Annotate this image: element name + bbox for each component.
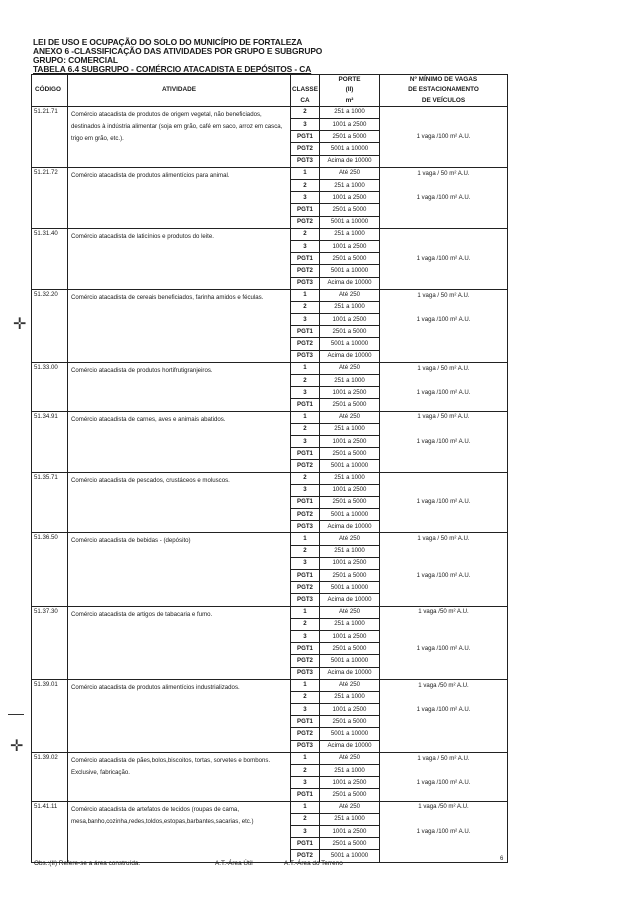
cell-codigo: 51.39.02 xyxy=(32,752,68,801)
cell-codigo: 51.41.11 xyxy=(32,801,68,862)
cell-porte: 1001 a 2500 xyxy=(320,119,380,131)
cell-porte: Acima de 10000 xyxy=(320,521,380,533)
cell-classe: 1 xyxy=(291,606,320,618)
cell-classe: 3 xyxy=(291,704,320,716)
cell-classe: 1 xyxy=(291,362,320,374)
cell-vagas: 1 vaga /100 m² A.U. xyxy=(380,435,508,447)
cell-porte: Até 250 xyxy=(320,606,380,618)
cell-porte: Até 250 xyxy=(320,411,380,423)
cell-vagas: 1 vaga /50 m² A.U. xyxy=(380,801,508,813)
cell-classe: 2 xyxy=(291,472,320,484)
cell-vagas xyxy=(380,655,508,667)
cell-vagas xyxy=(380,630,508,642)
table-row xyxy=(32,106,508,118)
header-vagas: Nº MÍNIMO DE VAGAS xyxy=(380,75,508,86)
cell-porte: 251 a 1000 xyxy=(320,106,380,118)
cell-classe: 3 xyxy=(291,484,320,496)
cell-vagas xyxy=(380,338,508,350)
table-header: CÓDIGO ATIVIDADE PORTE Nº MÍNIMO DE VAGAS CLASSE (II) DE ESTACIONAMENTO CA m² DE VEÍCULOS xyxy=(32,75,508,107)
group-title: GRUPO: COMERCIAL xyxy=(33,55,118,65)
page-number: 6 xyxy=(500,856,504,862)
cell-classe: PGT1 xyxy=(291,326,320,338)
cell-porte: 251 a 1000 xyxy=(320,301,380,313)
table-row xyxy=(32,167,508,179)
table-row xyxy=(32,533,508,545)
cell-classe: 1 xyxy=(291,533,320,545)
cell-porte: 1001 a 2500 xyxy=(320,630,380,642)
cell-classe: 1 xyxy=(291,411,320,423)
cell-vagas: 1 vaga /100 m² A.U. xyxy=(380,192,508,204)
cell-classe: 2 xyxy=(291,180,320,192)
cell-vagas: 1 vaga /100 m² A.U. xyxy=(380,777,508,789)
cell-vagas xyxy=(380,813,508,825)
cell-porte: 251 a 1000 xyxy=(320,691,380,703)
table-row xyxy=(32,606,508,618)
footnote-obs: Obs.:(II) Refere-se a área construída. xyxy=(34,860,141,867)
cell-porte: 2501 a 5000 xyxy=(320,399,380,411)
cell-porte: Até 250 xyxy=(320,289,380,301)
cell-classe: 3 xyxy=(291,630,320,642)
cell-atividade: Comércio atacadista de pães,bolos,biscoitos, tortas, sorvetes e bombons. Exclusive, fabricação. xyxy=(68,752,291,801)
cell-vagas xyxy=(380,119,508,131)
cell-vagas: 1 vaga / 50 m² A.U. xyxy=(380,362,508,374)
cell-vagas xyxy=(380,838,508,850)
cell-vagas: 1 vaga / 50 m² A.U. xyxy=(380,411,508,423)
cell-vagas xyxy=(380,740,508,752)
cell-porte: 1001 a 2500 xyxy=(320,387,380,399)
cell-classe: PGT2 xyxy=(291,265,320,277)
cell-porte: Acima de 10000 xyxy=(320,350,380,362)
cell-porte: Acima de 10000 xyxy=(320,277,380,289)
cell-classe: 2 xyxy=(291,423,320,435)
cell-vagas xyxy=(380,765,508,777)
cell-porte: 1001 a 2500 xyxy=(320,825,380,837)
cell-porte: 5001 a 10000 xyxy=(320,460,380,472)
cell-classe: 2 xyxy=(291,765,320,777)
cell-vagas xyxy=(380,265,508,277)
cell-vagas: 1 vaga / 50 m² A.U. xyxy=(380,752,508,764)
footnote-at: A.T.-Área do Terreno xyxy=(284,860,343,867)
cell-vagas xyxy=(380,582,508,594)
cell-vagas: 1 vaga / 50 m² A.U. xyxy=(380,167,508,179)
activities-table xyxy=(31,74,508,863)
cell-classe: 3 xyxy=(291,119,320,131)
cell-porte: 5001 a 10000 xyxy=(320,338,380,350)
cell-classe: PGT2 xyxy=(291,582,320,594)
cell-vagas xyxy=(380,399,508,411)
cell-classe: 2 xyxy=(291,545,320,557)
cell-porte: 2501 a 5000 xyxy=(320,570,380,582)
header-atividade: ATIVIDADE xyxy=(68,75,291,107)
cell-classe: 3 xyxy=(291,435,320,447)
table-row xyxy=(32,289,508,301)
cell-vagas xyxy=(380,204,508,216)
cell-vagas xyxy=(380,155,508,167)
cell-classe: 2 xyxy=(291,301,320,313)
cell-vagas xyxy=(380,484,508,496)
cell-porte: Até 250 xyxy=(320,167,380,179)
cell-classe: PGT2 xyxy=(291,850,320,862)
cell-porte: 2501 a 5000 xyxy=(320,448,380,460)
cell-atividade: Comércio atacadista de produtos alimentícios industrializados. xyxy=(68,679,291,752)
cell-porte: Até 250 xyxy=(320,801,380,813)
cell-classe: PGT2 xyxy=(291,728,320,740)
cell-vagas xyxy=(380,240,508,252)
cell-classe: PGT3 xyxy=(291,277,320,289)
cell-classe: PGT3 xyxy=(291,521,320,533)
cell-porte: 5001 a 10000 xyxy=(320,728,380,740)
cell-porte: 5001 a 10000 xyxy=(320,509,380,521)
cell-classe: 3 xyxy=(291,314,320,326)
cell-porte: 2501 a 5000 xyxy=(320,716,380,728)
cell-porte: 251 a 1000 xyxy=(320,765,380,777)
cell-vagas: 1 vaga /50 m² A.U. xyxy=(380,679,508,691)
cell-codigo: 51.37.30 xyxy=(32,606,68,679)
table-row xyxy=(32,679,508,691)
cell-vagas: 1 vaga /100 m² A.U. xyxy=(380,704,508,716)
cell-vagas xyxy=(380,728,508,740)
table-row xyxy=(32,411,508,423)
cell-vagas: 1 vaga /100 m² A.U. xyxy=(380,496,508,508)
law-title: LEI DE USO E OCUPAÇÃO DO SOLO DO MUNICÍPIO DE FORTALEZA xyxy=(33,37,303,47)
cell-porte: 2501 a 5000 xyxy=(320,838,380,850)
cell-classe: PGT2 xyxy=(291,655,320,667)
cell-codigo: 51.21.72 xyxy=(32,167,68,228)
cell-codigo: 51.36.50 xyxy=(32,533,68,606)
margin-dash-mark xyxy=(8,714,24,715)
table-row xyxy=(32,362,508,374)
cell-vagas xyxy=(380,789,508,801)
cell-codigo: 51.39.01 xyxy=(32,679,68,752)
cell-vagas: 1 vaga / 50 m² A.U. xyxy=(380,289,508,301)
cell-atividade: Comércio atacadista de carnes, aves e animais abatidos. xyxy=(68,411,291,472)
cell-porte: Acima de 10000 xyxy=(320,667,380,679)
cell-porte: Até 250 xyxy=(320,679,380,691)
cell-atividade: Comércio atacadista de produtos alimentícios para animal. xyxy=(68,167,291,228)
cell-atividade: Comércio atacadista de pescados, crustáceos e moluscos. xyxy=(68,472,291,533)
cell-vagas xyxy=(380,180,508,192)
cell-porte: 2501 a 5000 xyxy=(320,204,380,216)
cell-classe: PGT3 xyxy=(291,594,320,606)
cell-porte: 1001 a 2500 xyxy=(320,435,380,447)
cell-classe: 2 xyxy=(291,813,320,825)
cell-vagas xyxy=(380,228,508,240)
cell-vagas xyxy=(380,277,508,289)
cell-classe: PGT1 xyxy=(291,448,320,460)
cell-porte: 5001 a 10000 xyxy=(320,265,380,277)
cell-classe: 2 xyxy=(291,691,320,703)
cell-vagas xyxy=(380,350,508,362)
cell-codigo: 51.33.00 xyxy=(32,362,68,411)
cell-classe: 3 xyxy=(291,557,320,569)
cell-porte: 5001 a 10000 xyxy=(320,216,380,228)
cell-classe: PGT2 xyxy=(291,143,320,155)
cell-porte: 251 a 1000 xyxy=(320,180,380,192)
cell-vagas: 1 vaga /100 m² A.U. xyxy=(380,387,508,399)
cell-vagas xyxy=(380,557,508,569)
table-row xyxy=(32,801,508,813)
cell-classe: 1 xyxy=(291,752,320,764)
header-classe: CLASSE xyxy=(291,85,320,95)
cell-vagas xyxy=(380,143,508,155)
cell-atividade: Comércio atacadista de produtos de origem vegetal, não beneficiados, destinados à indústria alimentar (soja em grão, café em saco, arroz em casca, trigo em grão, etc.). xyxy=(68,106,291,167)
cell-porte: Até 250 xyxy=(320,752,380,764)
cell-porte: 5001 a 10000 xyxy=(320,850,380,862)
cell-codigo: 51.35.71 xyxy=(32,472,68,533)
cell-vagas xyxy=(380,618,508,630)
cell-codigo: 51.32.20 xyxy=(32,289,68,362)
cell-classe: PGT1 xyxy=(291,253,320,265)
cell-vagas xyxy=(380,545,508,557)
cell-vagas xyxy=(380,521,508,533)
cell-atividade: Comércio atacadista de produtos hortifrutigranjeiros. xyxy=(68,362,291,411)
cell-porte: 5001 a 10000 xyxy=(320,655,380,667)
cell-atividade: Comércio atacadista de artefatos de tecidos (roupas de cama, mesa,banho,cozinha,redes,toldos,estopas,barbantes,sacarias, etc.) xyxy=(68,801,291,862)
cell-codigo: 51.31.40 xyxy=(32,228,68,289)
cell-vagas: 1 vaga /100 m² A.U. xyxy=(380,314,508,326)
cell-classe: PGT3 xyxy=(291,155,320,167)
cell-vagas: 1 vaga /100 m² A.U. xyxy=(380,643,508,655)
cell-vagas: 1 vaga /100 m² A.U. xyxy=(380,825,508,837)
cell-vagas xyxy=(380,509,508,521)
cell-porte: 251 a 1000 xyxy=(320,813,380,825)
cell-porte: 2501 a 5000 xyxy=(320,131,380,143)
cell-classe: 1 xyxy=(291,679,320,691)
cell-porte: 251 a 1000 xyxy=(320,375,380,387)
cell-classe: PGT1 xyxy=(291,204,320,216)
cell-classe: 3 xyxy=(291,192,320,204)
cell-porte: 251 a 1000 xyxy=(320,228,380,240)
cell-classe: PGT1 xyxy=(291,131,320,143)
cell-classe: 1 xyxy=(291,801,320,813)
table-row xyxy=(32,472,508,484)
cell-vagas xyxy=(380,594,508,606)
cell-vagas xyxy=(380,472,508,484)
cell-porte: Até 250 xyxy=(320,362,380,374)
cell-porte: Acima de 10000 xyxy=(320,594,380,606)
cell-classe: 1 xyxy=(291,289,320,301)
cell-porte: 1001 a 2500 xyxy=(320,314,380,326)
cell-porte: 1001 a 2500 xyxy=(320,557,380,569)
cell-vagas xyxy=(380,716,508,728)
cell-classe: 2 xyxy=(291,618,320,630)
cell-porte: 2501 a 5000 xyxy=(320,326,380,338)
cell-classe: 3 xyxy=(291,240,320,252)
cell-classe: PGT2 xyxy=(291,216,320,228)
cell-porte: 5001 a 10000 xyxy=(320,582,380,594)
cell-classe: PGT3 xyxy=(291,740,320,752)
cell-porte: 2501 a 5000 xyxy=(320,253,380,265)
cell-porte: 5001 a 10000 xyxy=(320,143,380,155)
cell-vagas xyxy=(380,326,508,338)
cell-porte: 1001 a 2500 xyxy=(320,484,380,496)
cell-porte: 251 a 1000 xyxy=(320,423,380,435)
cell-classe: 3 xyxy=(291,777,320,789)
cell-codigo: 51.21.71 xyxy=(32,106,68,167)
footnote-au: A.T.-Área Útil xyxy=(215,860,253,867)
cell-classe: PGT1 xyxy=(291,643,320,655)
cell-atividade: Comércio atacadista de bebidas - (depósito) xyxy=(68,533,291,606)
cell-classe: PGT2 xyxy=(291,460,320,472)
cell-porte: 251 a 1000 xyxy=(320,472,380,484)
cell-vagas: 1 vaga /50 m² A.U. xyxy=(380,606,508,618)
cell-classe: PGT1 xyxy=(291,838,320,850)
cell-porte: 2501 a 5000 xyxy=(320,643,380,655)
cell-classe: 3 xyxy=(291,387,320,399)
cell-vagas xyxy=(380,667,508,679)
cell-vagas xyxy=(380,423,508,435)
cell-vagas xyxy=(380,301,508,313)
cell-porte: 1001 a 2500 xyxy=(320,777,380,789)
cell-porte: 2501 a 5000 xyxy=(320,496,380,508)
cell-porte: 1001 a 2500 xyxy=(320,192,380,204)
cell-classe: PGT1 xyxy=(291,399,320,411)
cell-classe: PGT3 xyxy=(291,667,320,679)
cell-porte: 1001 a 2500 xyxy=(320,240,380,252)
cell-porte: 1001 a 2500 xyxy=(320,704,380,716)
cell-vagas: 1 vaga / 50 m² A.U. xyxy=(380,533,508,545)
cell-vagas xyxy=(380,691,508,703)
cell-classe: 1 xyxy=(291,167,320,179)
cell-vagas xyxy=(380,850,508,862)
cell-classe: PGT2 xyxy=(291,509,320,521)
header-codigo: CÓDIGO xyxy=(32,75,68,107)
cell-vagas xyxy=(380,106,508,118)
cell-porte: Acima de 10000 xyxy=(320,155,380,167)
cell-classe: PGT1 xyxy=(291,570,320,582)
cell-porte: Acima de 10000 xyxy=(320,740,380,752)
cell-codigo: 51.34.91 xyxy=(32,411,68,472)
cell-porte: 2501 a 5000 xyxy=(320,789,380,801)
margin-cross-mark: ✛ xyxy=(13,316,27,333)
cell-porte: Até 250 xyxy=(320,533,380,545)
cell-classe: 2 xyxy=(291,375,320,387)
cell-classe: 3 xyxy=(291,825,320,837)
table-row xyxy=(32,228,508,240)
cell-atividade: Comércio atacadista de cereais beneficiados, farinha amidos e féculas. xyxy=(68,289,291,362)
cell-classe: PGT2 xyxy=(291,338,320,350)
cell-porte: 251 a 1000 xyxy=(320,545,380,557)
table-title: TABELA 6.4 SUBGRUPO - COMÉRCIO ATACADISTA E DEPÓSITOS - CA xyxy=(33,64,312,74)
cell-classe: 2 xyxy=(291,106,320,118)
cell-vagas xyxy=(380,216,508,228)
cell-classe: PGT1 xyxy=(291,716,320,728)
cell-vagas xyxy=(380,448,508,460)
cell-porte: 251 a 1000 xyxy=(320,618,380,630)
cell-classe: PGT1 xyxy=(291,789,320,801)
cell-classe: 2 xyxy=(291,228,320,240)
cell-vagas: 1 vaga /100 m² A.U. xyxy=(380,131,508,143)
header-porte: PORTE xyxy=(320,75,380,86)
cell-vagas xyxy=(380,375,508,387)
table-row xyxy=(32,752,508,764)
margin-cross-mark-2: ✛ xyxy=(10,738,24,755)
annex-title: ANEXO 6 -CLASSIFICAÇÃO DAS ATIVIDADES POR GRUPO E SUBGRUPO xyxy=(33,46,323,56)
cell-classe: PGT3 xyxy=(291,350,320,362)
cell-vagas: 1 vaga /100 m² A.U. xyxy=(380,253,508,265)
cell-classe: PGT1 xyxy=(291,496,320,508)
cell-atividade: Comércio atacadista de laticínios e produtos do leite. xyxy=(68,228,291,289)
cell-atividade: Comércio atacadista de artigos de tabacaria e fumo. xyxy=(68,606,291,679)
cell-vagas: 1 vaga /100 m² A.U. xyxy=(380,570,508,582)
cell-vagas xyxy=(380,460,508,472)
